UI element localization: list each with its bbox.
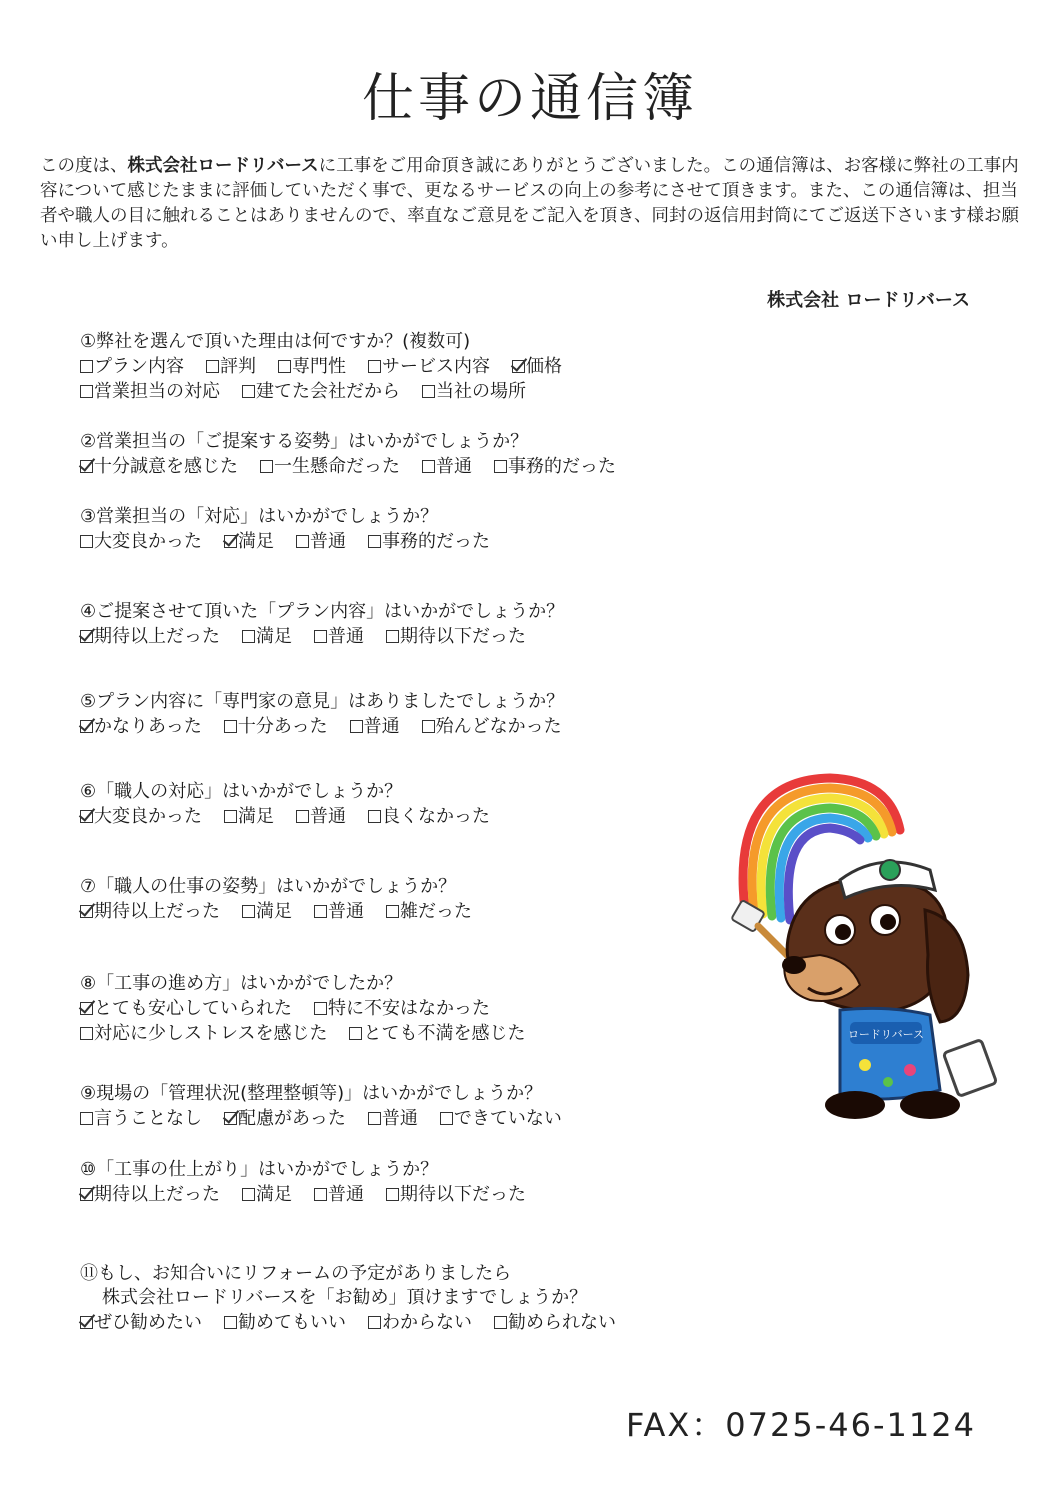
- option-label: 期待以下だった: [400, 626, 526, 647]
- options-row: [80, 804, 720, 829]
- option-label: 普通: [310, 806, 346, 827]
- page-title: 仕事の通信簿: [361, 69, 698, 129]
- checkbox-icon[interactable]: [368, 360, 381, 373]
- option-item[interactable]: [80, 1106, 202, 1131]
- options-row: [80, 1021, 720, 1046]
- question-10: [80, 1158, 720, 1207]
- option-item[interactable]: [80, 379, 220, 404]
- option-label: 対応に少しストレスを感じた: [94, 1023, 328, 1044]
- option-item[interactable]: [242, 1182, 292, 1207]
- question-text: ⑤プラン内容に「専門家の意見」はありましたでしょうか？: [80, 691, 565, 712]
- option-item[interactable]: [422, 714, 562, 739]
- option-label: 営業担当の対応: [94, 381, 220, 402]
- checkbox-icon[interactable]: [368, 1112, 381, 1125]
- checkbox-icon[interactable]: [80, 1027, 93, 1040]
- options-row: [80, 379, 720, 404]
- checkbox-icon[interactable]: [242, 1188, 255, 1201]
- option-item[interactable]: [242, 379, 400, 404]
- question-text: ②営業担当の「ご提案する姿勢」はいかがでしょうか？: [80, 431, 529, 452]
- question-4: [80, 600, 720, 649]
- option-item[interactable]: [80, 529, 202, 554]
- options-row: [80, 529, 720, 554]
- option-label: 良くなかった: [382, 806, 490, 827]
- option-item[interactable]: [512, 354, 562, 379]
- option-item[interactable]: [80, 454, 238, 479]
- question-text-line2: 株式会社ロードリバースを「お勧め」頂けますでしょうか？: [102, 1287, 588, 1308]
- checkbox-icon[interactable]: [368, 810, 381, 823]
- checkbox-icon[interactable]: [242, 385, 255, 398]
- option-item[interactable]: [80, 804, 202, 829]
- option-item[interactable]: [422, 379, 526, 404]
- paint-bucket: [943, 1040, 996, 1097]
- option-label: 評判: [220, 356, 256, 377]
- option-label: 当社の場所: [436, 381, 526, 402]
- intro-company-name: 株式会社ロードリバース: [127, 156, 319, 176]
- option-item[interactable]: [368, 804, 490, 829]
- question-text: ⑥「職人の対応」はいかがでしょうか？: [80, 781, 403, 802]
- option-label: 満足: [256, 626, 292, 647]
- option-label: 勧められない: [508, 1312, 616, 1333]
- option-item[interactable]: [440, 1106, 562, 1131]
- checkbox-icon[interactable]: [422, 460, 435, 473]
- option-label: 特に不安はなかった: [328, 998, 490, 1019]
- checkbox-icon[interactable]: [278, 360, 291, 373]
- option-item[interactable]: [260, 454, 400, 479]
- option-label: サービス内容: [382, 356, 490, 377]
- option-label: 建てた会社だから: [256, 381, 400, 402]
- option-label: できていない: [453, 1108, 562, 1129]
- option-label: プラン内容: [94, 356, 184, 377]
- option-label: 殆んどなかった: [435, 716, 562, 737]
- checkbox-icon[interactable]: [296, 535, 309, 548]
- checkbox-icon[interactable]: [242, 905, 255, 918]
- option-label: 専門性: [292, 356, 346, 377]
- checkbox-icon[interactable]: [80, 360, 93, 373]
- option-item[interactable]: [242, 899, 292, 924]
- option-item[interactable]: [368, 354, 490, 379]
- option-item[interactable]: [314, 996, 490, 1021]
- option-label: 満足: [256, 901, 292, 922]
- options-row: [80, 454, 720, 479]
- checkbox-icon[interactable]: [224, 810, 237, 823]
- option-item[interactable]: [80, 1182, 220, 1207]
- options-row: [80, 1106, 720, 1131]
- option-label: 満足: [256, 1184, 292, 1205]
- option-label: 勧めてもいい: [238, 1312, 346, 1333]
- checked-checkbox-icon[interactable]: [224, 1112, 237, 1125]
- options-row: [80, 1310, 720, 1335]
- option-label: 普通: [328, 626, 364, 647]
- question-text: ⑩「工事の仕上がり」はいかがでしょうか？: [80, 1159, 439, 1180]
- option-label: 満足: [238, 806, 274, 827]
- checked-checkbox-icon[interactable]: [80, 720, 93, 733]
- option-label: 事務的だった: [382, 531, 490, 552]
- option-label: 雑だった: [400, 901, 472, 922]
- question-text: ④ご提案させて頂いた「プラン内容」はいかがでしょうか？: [80, 601, 565, 622]
- question-text: ⑨現場の「管理状況(整理整頓等)」はいかがでしょうか？: [80, 1083, 543, 1104]
- option-label: かなりあった: [94, 716, 202, 737]
- option-item[interactable]: [314, 899, 364, 924]
- checkbox-icon[interactable]: [440, 1112, 453, 1125]
- option-item[interactable]: [368, 529, 490, 554]
- option-label: ぜひ勧めたい: [94, 1312, 202, 1333]
- question-3: [80, 505, 720, 554]
- checkbox-icon[interactable]: [314, 630, 327, 643]
- mascot-apron-label: ロードリバース: [847, 1028, 925, 1041]
- checkbox-icon[interactable]: [296, 810, 309, 823]
- dog-character: [782, 878, 968, 1023]
- checked-checkbox-icon[interactable]: [80, 1316, 93, 1329]
- checked-checkbox-icon[interactable]: [80, 460, 93, 473]
- option-label: 普通: [381, 1108, 418, 1129]
- option-item[interactable]: [368, 1106, 418, 1131]
- option-item[interactable]: [278, 354, 346, 379]
- checkbox-icon[interactable]: [314, 905, 327, 918]
- checkbox-icon[interactable]: [386, 1188, 399, 1201]
- checkbox-icon[interactable]: [206, 360, 219, 373]
- option-item[interactable]: [80, 1021, 327, 1046]
- checkbox-icon[interactable]: [494, 1316, 507, 1329]
- question-1: [80, 330, 720, 404]
- question-text: ⑦「職人の仕事の姿勢」はいかがでしょうか？: [80, 876, 457, 897]
- option-label: 期待以下だった: [400, 1184, 526, 1205]
- checkbox-icon[interactable]: [368, 1316, 381, 1329]
- question-2: [80, 430, 720, 479]
- checked-checkbox-icon[interactable]: [80, 1002, 93, 1015]
- option-item[interactable]: [386, 1182, 526, 1207]
- checkbox-icon[interactable]: [314, 1188, 327, 1201]
- checkbox-icon[interactable]: [224, 720, 237, 733]
- option-label: 事務的だった: [508, 456, 616, 477]
- checkbox-icon[interactable]: [386, 630, 399, 643]
- option-item[interactable]: [296, 804, 346, 829]
- option-item[interactable]: [224, 804, 274, 829]
- option-item[interactable]: [368, 1310, 472, 1335]
- option-item[interactable]: [80, 899, 220, 924]
- company-signature: 株式会社 ロードリバース: [767, 290, 970, 311]
- options-row: [80, 996, 720, 1021]
- checked-checkbox-icon[interactable]: [80, 905, 93, 918]
- fax-number: FAX：0725-46-1124: [626, 1406, 976, 1444]
- checked-checkbox-icon[interactable]: [512, 360, 525, 373]
- option-label: 普通: [310, 531, 346, 552]
- option-item[interactable]: [242, 624, 292, 649]
- checkbox-icon[interactable]: [368, 535, 381, 548]
- option-label: 十分誠意を感じた: [94, 456, 238, 477]
- option-item[interactable]: [224, 529, 274, 554]
- question-7: [80, 875, 720, 924]
- checkbox-icon[interactable]: [494, 460, 507, 473]
- checked-checkbox-icon[interactable]: [80, 810, 93, 823]
- option-item[interactable]: [386, 899, 472, 924]
- checkbox-icon[interactable]: [386, 905, 399, 918]
- checkbox-icon[interactable]: [80, 535, 93, 548]
- option-item[interactable]: [224, 1310, 346, 1335]
- option-label: 普通: [328, 1184, 364, 1205]
- checkbox-icon[interactable]: [349, 1027, 362, 1040]
- checkbox-icon[interactable]: [80, 1112, 93, 1125]
- option-item[interactable]: [314, 624, 364, 649]
- option-item[interactable]: [494, 1310, 616, 1335]
- options-row: [80, 899, 720, 924]
- option-label: 大変良かった: [94, 806, 202, 827]
- option-item[interactable]: [386, 624, 526, 649]
- checkbox-icon[interactable]: [350, 720, 363, 733]
- checkbox-icon[interactable]: [242, 630, 255, 643]
- intro-text-rest: に工事をご用命頂き誠にありがとうございました。この通信簿は、お客様に弊社の工事内容について感じたままに評価していただく事で、更なるサービスの向上の参考にさせて頂きます。また、この通信簿は、担当者や職人の目に触れることはありませんので、率直なご意見をご記入を頂き、同封の返信用封筒にてご返送下さいます様お願い申し上げます。: [40, 156, 1019, 251]
- question-6: [80, 780, 720, 829]
- intro-text-start: この度は、: [40, 156, 128, 176]
- question-text: ①弊社を選んで頂いた理由は何ですか？(複数可): [80, 331, 471, 352]
- checkbox-icon[interactable]: [80, 385, 93, 398]
- option-label: 配慮があった: [238, 1108, 346, 1129]
- option-item[interactable]: [80, 1310, 202, 1335]
- option-item[interactable]: [350, 714, 400, 739]
- checkbox-icon[interactable]: [314, 1002, 327, 1015]
- option-label: 期待以上だった: [94, 626, 220, 647]
- option-label: 普通: [436, 456, 472, 477]
- option-label: とても安心していられた: [94, 998, 292, 1019]
- option-label: 大変良かった: [94, 531, 202, 552]
- option-label: 普通: [363, 716, 400, 737]
- option-item[interactable]: [494, 454, 616, 479]
- question-9: [80, 1082, 720, 1131]
- option-item[interactable]: [224, 714, 328, 739]
- option-item[interactable]: [80, 996, 292, 1021]
- option-label: わからない: [382, 1312, 472, 1333]
- checked-checkbox-icon[interactable]: [224, 535, 237, 548]
- option-label: 満足: [238, 531, 274, 552]
- option-item[interactable]: [80, 354, 184, 379]
- question-text: ③営業担当の「対応」はいかがでしょうか？: [80, 506, 439, 527]
- option-label: 一生懸命だった: [274, 456, 400, 477]
- question-text: ⑧「工事の進め方」はいかがでしたか？: [80, 973, 403, 994]
- mascot-illustration: [690, 760, 1030, 1130]
- options-row: [80, 1182, 720, 1207]
- checked-checkbox-icon[interactable]: [80, 1188, 93, 1201]
- option-label: 期待以上だった: [94, 1184, 220, 1205]
- options-row: [80, 714, 720, 739]
- checkbox-icon[interactable]: [260, 460, 273, 473]
- option-item[interactable]: [224, 1106, 346, 1131]
- options-row: [80, 354, 720, 379]
- checkbox-icon[interactable]: [224, 1316, 237, 1329]
- checked-checkbox-icon[interactable]: [80, 630, 93, 643]
- option-label: 価格: [526, 356, 562, 377]
- question-11: [80, 1262, 720, 1335]
- option-label: 十分あった: [237, 716, 328, 737]
- option-label: 言うことなし: [94, 1108, 202, 1129]
- question-text: ⑪もし、お知合いにリフォームの予定がありましたら: [80, 1263, 512, 1284]
- overalls: [840, 1008, 940, 1099]
- options-row: [80, 624, 720, 649]
- option-item[interactable]: [422, 454, 472, 479]
- option-label: とても不満を感じた: [363, 1023, 526, 1044]
- intro-paragraph: [40, 154, 1030, 254]
- option-label: 普通: [328, 901, 364, 922]
- checkbox-icon[interactable]: [422, 385, 435, 398]
- option-item[interactable]: [80, 624, 220, 649]
- option-label: 期待以上だった: [94, 901, 220, 922]
- question-8: [80, 972, 720, 1046]
- option-item[interactable]: [349, 1021, 525, 1046]
- checkbox-icon[interactable]: [422, 720, 435, 733]
- option-item[interactable]: [206, 354, 256, 379]
- option-item[interactable]: [296, 529, 346, 554]
- question-5: [80, 690, 720, 739]
- option-item[interactable]: [314, 1182, 364, 1207]
- option-item[interactable]: [80, 714, 202, 739]
